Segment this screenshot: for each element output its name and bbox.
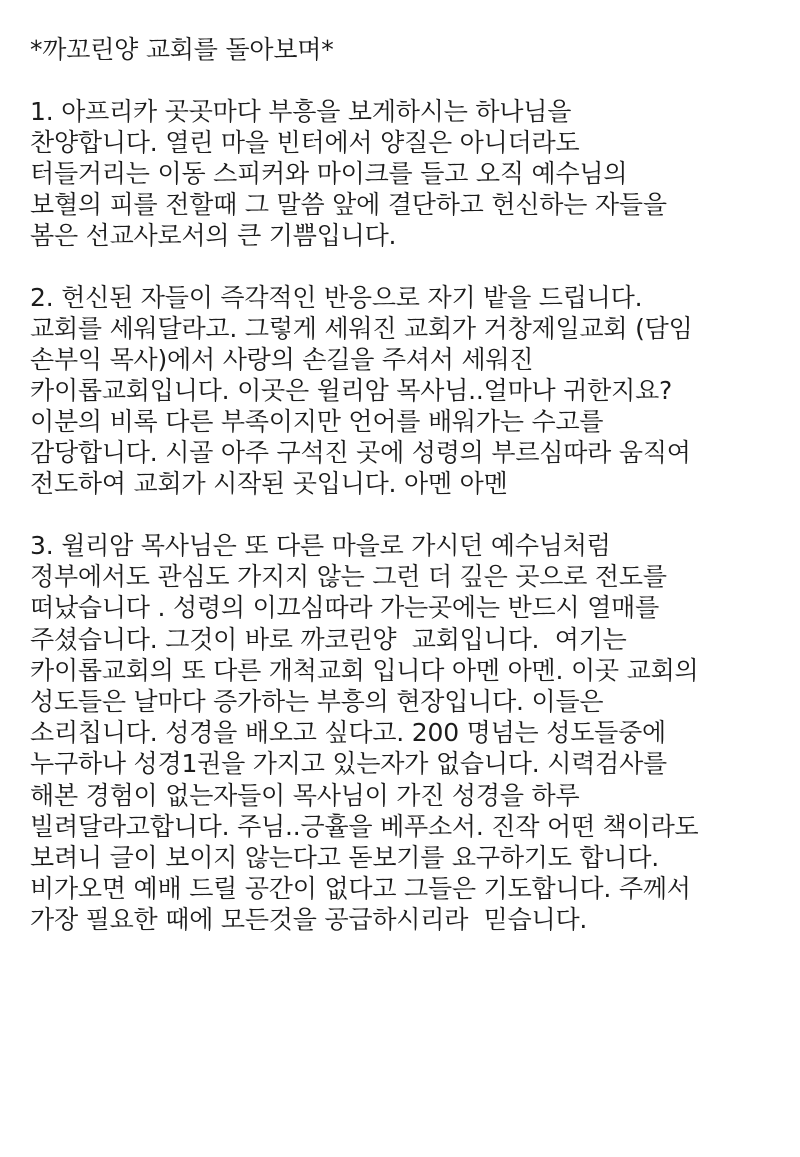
paragraph-line: 3. 윌리암 목사님은 또 다른 마을로 가시던 예수님처럼 (30, 531, 611, 560)
paragraph-line: 비가오면 예배 드릴 공간이 없다고 그들은 기도합니다. 주께서 (30, 874, 691, 904)
paragraph-line: 이분의 비록 다른 부족이지만 언어를 배워가는 수고를 (30, 407, 604, 436)
paragraph-line: 성도들은 날마다 증가하는 부흥의 현장입니다. 이들은 (30, 686, 604, 716)
paragraph-2 (30, 282, 800, 499)
paragraph-line: 손부익 목사)에서 사랑의 손길을 주셔서 세워진 (30, 345, 534, 374)
paragraph-line: 터들거리는 이동 스피커와 마이크를 들고 오직 예수님의 (30, 159, 628, 188)
paragraph-line: 소리칩니다. 성경을 배오고 싶다고. 200 명넘는 성도들중에 (30, 718, 666, 748)
document-title: *까꼬린양 교회를 돌아보며* (30, 35, 334, 64)
paragraph-line: 감당합니다. 시골 아주 구석진 곳에 성령의 부르심따라 움직여 (30, 438, 691, 467)
paragraph-line: 카이롭교회의 또 다른 개척교회 입니다 아멘 아멘. 이곳 교회의 (30, 655, 699, 685)
paragraph-line: 정부에서도 관심도 가지지 않는 그런 더 깊은 곳으로 전도를 (30, 562, 667, 592)
paragraph-line: 찬양합니다. 열린 마을 빈터에서 양질은 아니더라도 (30, 128, 580, 157)
paragraph-3 (30, 530, 800, 935)
paragraph-line: 빌려달라고합니다. 주님..긍휼을 베푸소서. 진작 어떤 책이라도 (30, 811, 699, 841)
paragraph-line: 떠났습니다 . 성령의 이끄심따라 가는곳에는 반드시 열매를 (30, 593, 660, 623)
paragraph-line: 2. 헌신된 자들이 즉각적인 반응으로 자기 밭을 드립니다. (30, 283, 643, 312)
document-body (30, 34, 800, 935)
paragraph-line: 전도하여 교회가 시작된 곳입니다. 아멘 아멘 (30, 469, 508, 498)
paragraph-line: 보려니 글이 보이지 않는다고 돋보기를 요구하기도 합니다. (30, 842, 660, 872)
paragraph-line: 카이롭교회입니다. 이곳은 윌리암 목사님..얼마나 귀한지요? (30, 376, 673, 405)
paragraph-line: 해본 경험이 없는자들이 목사님이 가진 성경을 하루 (30, 780, 580, 810)
paragraph-line: 교회를 세워달라고. 그렇게 세워진 교회가 거창제일교회 (담임 (30, 314, 693, 343)
paragraph-1 (30, 96, 800, 251)
paragraph-line: 보혈의 피를 전할때 그 말씀 앞에 결단하고 헌신하는 자들을 (30, 190, 667, 219)
paragraph-line: 봄은 선교사로서의 큰 기쁨입니다. (30, 221, 397, 250)
paragraph-line: 1. 아프리카 곳곳마다 부흥을 보게하시는 하나님을 (30, 97, 572, 126)
paragraph-line: 주셨습니다. 그것이 바로 까코린양 교회입니다. 여기는 (30, 624, 627, 654)
paragraph-line: 가장 필요한 때에 모든것을 공급하시리라 믿습니다. (30, 905, 588, 935)
paragraph-line: 누구하나 성경1권을 가지고 있는자가 없습니다. 시력검사를 (30, 749, 667, 779)
